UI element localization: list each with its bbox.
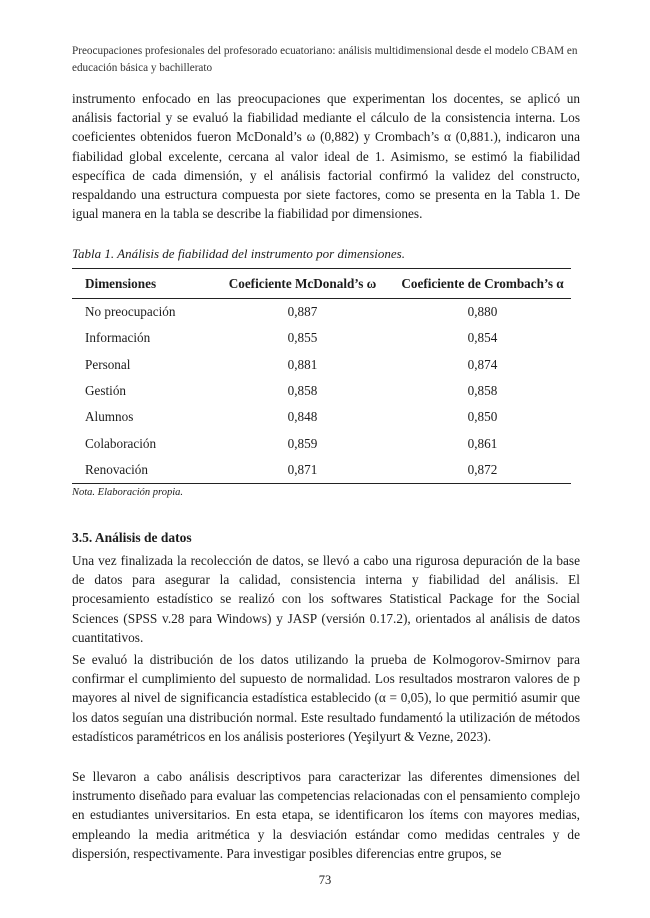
table-row [72, 404, 571, 430]
cell-dimension: Colaboración [85, 435, 157, 451]
cell-omega: 0,858 [287, 383, 318, 399]
cell-omega: 0,855 [287, 330, 318, 346]
paragraph-descriptive: Se llevaron a cabo análisis descriptivos para caracterizar las diferentes dimensiones del instrumento diseñado para evaluar las competencias relacionadas con el pensamiento complejo en estudiantes universitarios. En esta etapa, se identificaron los ítems con mayores medias, empleando la media aritmética y la desviación estándar como medidas centrales y de dispersión, respectivamente. Para investigar posibles diferencias entre grupos, se [72, 769, 580, 861]
cell-alpha: 0,854 [467, 330, 498, 346]
cell-alpha: 0,861 [467, 435, 498, 451]
table-row [72, 457, 571, 484]
cell-alpha: 0,872 [394, 457, 571, 484]
page-number: 73 [318, 873, 332, 887]
cell-dimension: Renovación [72, 457, 211, 484]
cell-alpha: 0,858 [467, 383, 498, 399]
header-crombach: Coeficiente de Crombach’s α [394, 269, 571, 299]
table-row [72, 352, 571, 378]
cell-alpha: 0,880 [467, 304, 498, 320]
table-row [72, 299, 571, 326]
cell-dimension: Gestión [85, 383, 127, 399]
paragraph-intro: instrumento enfocado en las preocupaciones que experimentan los docentes, se aplicó un análisis factorial y se evaluó la fiabilidad mediante el cálculo de la consistencia interna. Los coeficientes obtenidos fueron McDonald’s ω (0,882) y Crombach’s α (0,881.), indicaron una fiabilidad global excelente, cercana al valor ideal de 1. Asimismo, se estimó la fiabilidad específica de cada dimensión, y el análisis factorial confirmó la validez del constructo, respaldando una estructura compuesta por siete factores, como se presenta en la Tabla 1. De igual manera en la tabla se describe la fiabilidad por dimensiones. [72, 91, 580, 222]
cell-omega: 0,871 [211, 457, 394, 484]
cell-omega: 0,859 [287, 435, 318, 451]
header-dimensiones: Dimensiones [72, 269, 211, 299]
cell-alpha: 0,874 [467, 356, 498, 372]
reliability-table [72, 268, 571, 484]
header-mcdonald: Coeficiente McDonald’s ω [211, 269, 394, 299]
table-row [72, 325, 571, 351]
paragraph-data-cleaning: Una vez finalizada la recolección de datos, se llevó a cabo una rigurosa depuración de la base de datos para asegurar la calidad, consistencia interna y fiabilidad del análisis. El procesamiento estadístico se realizó con los softwares Statistical Package for the Social Sciences (SPSS v.28 para Windows) y JASP (versión 0.17.2), orientados al análisis de datos cuantitativos. [72, 553, 580, 645]
cell-dimension: Alumnos [85, 409, 134, 425]
running-header: Preocupaciones profesionales del profesorado ecuatoriano: análisis multidimensional desde el modelo CBAM en educación básica y bachillerato [72, 45, 578, 74]
cell-omega: 0,881 [287, 356, 318, 372]
cell-omega: 0,887 [287, 304, 318, 320]
section-title: 3.5. Análisis de datos [72, 530, 192, 545]
table-row [72, 378, 571, 404]
cell-alpha: 0,850 [467, 409, 498, 425]
cell-omega: 0,848 [287, 409, 318, 425]
paragraph-normality: Se evaluó la distribución de los datos utilizando la prueba de Kolmogorov-Smirnov para confirmar el cumplimiento del supuesto de normalidad. Los resultados mostraron valores de p mayores al nivel de significancia estadística establecido (α = 0,05), lo que permitió asumir que los datos seguían una distribución normal. Este resultado fundamentó la utilización de métodos estadísticos paramétricos en los análisis posteriores (Yeşilyurt & Vezne, 2023). [72, 652, 580, 744]
table-caption: Tabla 1. Análisis de fiabilidad del instrumento por dimensiones. [72, 246, 405, 261]
cell-dimension: No preocupación [85, 304, 176, 320]
table-header-row [72, 269, 571, 299]
cell-dimension: Personal [85, 356, 131, 372]
table-row [72, 430, 571, 456]
table-note: Nota. Elaboración propia. [72, 487, 184, 498]
cell-dimension: Información [85, 330, 151, 346]
